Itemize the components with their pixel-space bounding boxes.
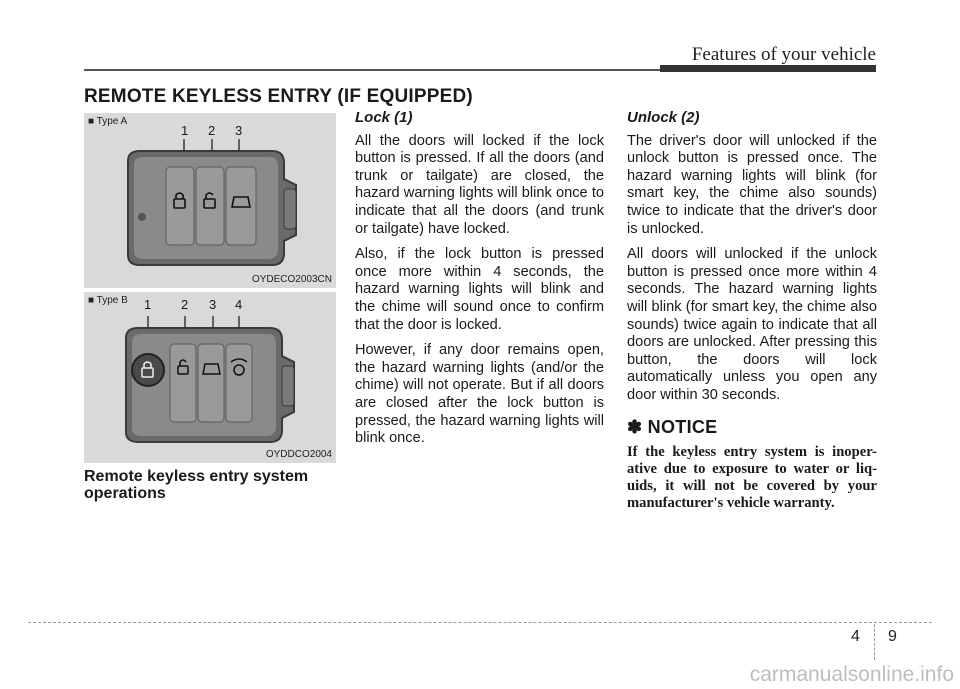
notice-title: ✽ NOTICE bbox=[627, 416, 718, 437]
chapter-number: 4 bbox=[851, 628, 860, 645]
figure-b-code: OYDDCO2004 bbox=[265, 449, 332, 460]
notice-body: If the keyless entry system is inoper-ative due to exposure to water or liq-uids, it will not be covered by your manufacturer's vehicle warranty. bbox=[627, 444, 877, 512]
callout-number-1: 1 bbox=[144, 297, 152, 312]
header-title: Features of your vehicle bbox=[691, 44, 876, 65]
key-fob-type-b-image bbox=[84, 292, 336, 463]
callout-number-3: 3 bbox=[235, 123, 243, 138]
page-number: 9 bbox=[888, 628, 897, 645]
callout-number-1: 1 bbox=[181, 123, 189, 138]
figure-b-label: ■ Type B bbox=[88, 295, 128, 306]
unlock-paragraph: All doors will unlocked if the unlock button is pressed once more within 4 seconds. The hazard warning lights will blink (for smart key, the chime also sounds) twice again to indicate that all doors are unlocked. After pressing this button, the doors will lock automatically unless you open any door within 30 seconds. bbox=[627, 246, 877, 403]
footer-rule bbox=[28, 622, 932, 623]
section-title: REMOTE KEYLESS ENTRY (IF EQUIPPED) bbox=[84, 86, 473, 107]
unlock-paragraph: The driver's door will unlocked if the unlock button is pressed once. The hazard warning lights will blink (for smart key, the chime also sounds) twice to indicate that the driver's door is unlocked. bbox=[627, 132, 877, 237]
figure-a-label: ■ Type A bbox=[88, 116, 128, 127]
callout-number-2: 2 bbox=[208, 123, 216, 138]
figure-a-code: OYDECO2003CN bbox=[251, 274, 332, 285]
key-fob-type-a-image bbox=[84, 113, 336, 288]
page-number-separator bbox=[874, 624, 875, 660]
figure-caption: Remote keyless entry system operations bbox=[84, 468, 309, 502]
unlock-section bbox=[627, 109, 877, 520]
header-accent-bar bbox=[660, 65, 876, 72]
lock-paragraph: Also, if the lock button is pressed once more within 4 seconds, the hazard warning lights will blink and the chime will sound once to confirm that the door is locked. bbox=[355, 246, 604, 333]
figure-type-b bbox=[84, 292, 336, 463]
watermark: carmanualsonline.info bbox=[749, 663, 954, 686]
lock-heading: Lock (1) bbox=[355, 109, 413, 126]
lock-paragraph: However, if any door remains open, the hazard warning lights (and/or the chime) will not operate. But if all doors are closed after the lock button is pressed, the hazard warning lights will blink once. bbox=[355, 342, 604, 447]
lock-section bbox=[355, 109, 604, 456]
callout-number-4: 4 bbox=[235, 297, 243, 312]
figure-type-a bbox=[84, 113, 336, 288]
callout-number-2: 2 bbox=[181, 297, 189, 312]
unlock-heading: Unlock (2) bbox=[627, 109, 700, 126]
lock-paragraph: All the doors will locked if the lock button is pressed. If all the doors (and trunk or tailgate) are closed, the hazard warning lights will blink once to indicate that all the doors (and trunk or tailgate) have locked. bbox=[355, 132, 604, 237]
callout-number-3: 3 bbox=[209, 297, 217, 312]
